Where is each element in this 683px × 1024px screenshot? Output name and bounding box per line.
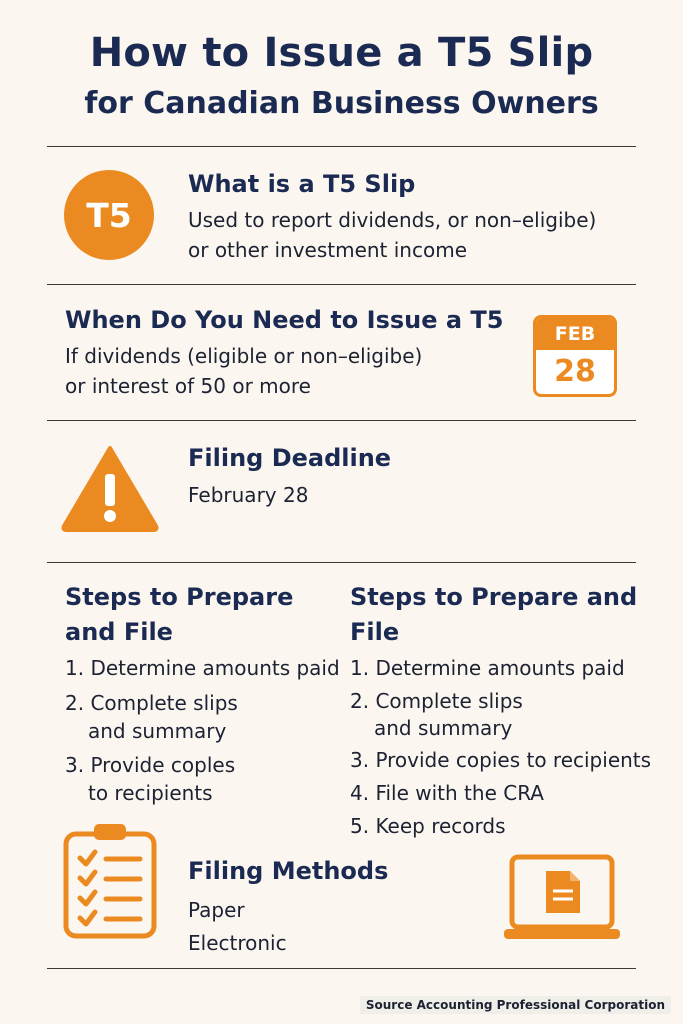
steps-left-item-2a: 2. Complete slips	[65, 691, 238, 715]
calendar-month: FEB	[536, 318, 614, 350]
steps-right-item-2b: and summary	[374, 716, 513, 740]
steps-right-item-4: 4. File with the CRA	[350, 781, 544, 805]
what-heading: What is a T5 Slip	[188, 170, 416, 198]
warning-icon	[60, 444, 160, 532]
method-electronic: Electronic	[188, 931, 287, 955]
steps-right-heading-1: Steps to Prepare and	[350, 583, 638, 611]
steps-left-heading-1: Steps to Prepare	[65, 583, 294, 611]
divider	[47, 420, 636, 421]
steps-right-item-1: 1. Determine amounts paid	[350, 656, 625, 680]
what-line-2: or other investment income	[188, 238, 468, 262]
when-line-2: or interest of 50 or more	[65, 374, 311, 398]
steps-right-item-5: 5. Keep records	[350, 814, 506, 838]
divider	[47, 968, 636, 969]
steps-left-item-1: 1. Determine amounts paid	[65, 656, 340, 680]
steps-left-item-2b: and summary	[88, 719, 227, 743]
method-paper: Paper	[188, 898, 245, 922]
page-title: How to Issue a T5 Slip	[89, 30, 594, 76]
steps-left-heading-2: and File	[65, 618, 173, 646]
divider	[47, 562, 636, 563]
calendar-icon	[533, 315, 617, 397]
what-line-1: Used to report dividends, or non–eligibe)	[188, 208, 597, 232]
when-line-1: If dividends (eligible or non–eligibe)	[65, 344, 423, 368]
divider	[47, 146, 636, 147]
deadline-heading: Filing Deadline	[188, 444, 392, 472]
deadline-value: February 28	[188, 483, 309, 507]
footer-credit: Source Accounting Professional Corporation	[360, 996, 671, 1014]
page-subtitle: for Canadian Business Owners	[84, 86, 599, 121]
laptop-document-icon	[502, 853, 622, 943]
checklist-icon	[62, 822, 158, 940]
steps-left-item-3b: to recipients	[88, 781, 213, 805]
steps-left-item-3a: 3. Provide coples	[65, 753, 236, 777]
divider	[47, 284, 636, 285]
t5-badge-icon: T5	[64, 170, 154, 260]
steps-right-item-2a: 2. Complete slips	[350, 689, 523, 713]
steps-right-item-3: 3. Provide copies to recipients	[350, 748, 652, 772]
when-heading: When Do You Need to Issue a T5	[65, 306, 504, 334]
steps-right-heading-2: File	[350, 618, 400, 646]
calendar-day: 28	[554, 354, 596, 389]
methods-heading: Filing Methods	[188, 857, 389, 885]
